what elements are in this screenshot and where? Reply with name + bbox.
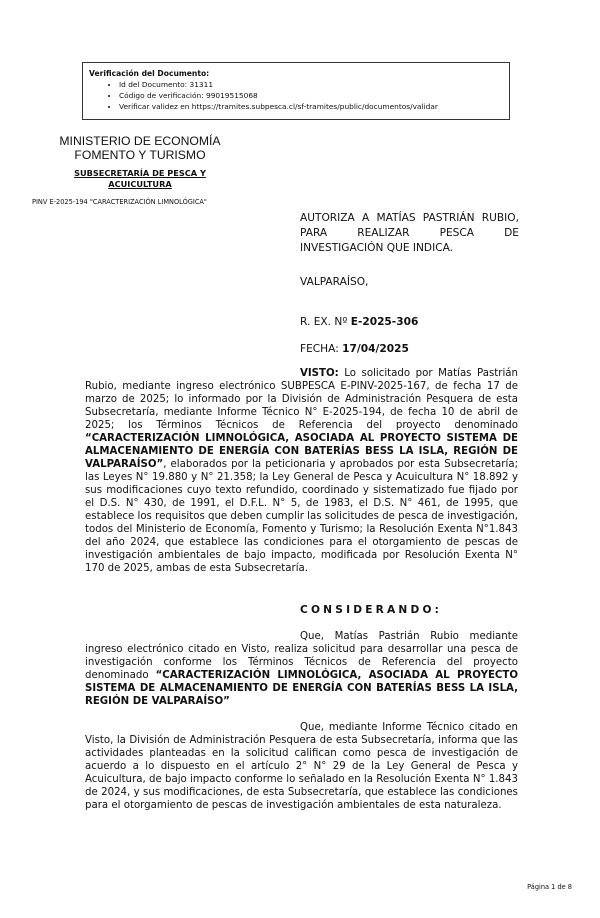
visto-text-2: , elaborados por la peticionaria y aprobados por esta Subsecretaría; las Leyes N° 19.880 y N° 21.358; la Ley General de Pesca y Acuicultura N° 18.892 y sus modificaciones cuyo texto refundido, coordinado y sistematizado fue fijado por el D.S. N° 430, de 1991, el D.F.L. N° 5, de 1983, el D.S. N° 461, de 1995, que establece los requisitos que deben cumplir las solicitudes de pesca de investigación, todos del Ministerio de Economía, Fomento y Turismo; la Resolución Exenta N°1.843 del año 2024, que establece las condiciones para el otorgamiento de pescas de investigación ambientales de bajo impacto, modificada por Resolución Exenta N° 170 de 2025, ambas de esta Subsecretaría.: [85, 459, 518, 574]
considerando-p1-project: “CARACTERIZACIÓN LIMNOLÓGICA, ASOCIADA AL PROYECTO SISTEMA DE ALMACENAMIENTO DE ENERGÍA CON BATERÍAS BESS LA ISLA, REGIÓN DE VALPARAÍSO”: [85, 670, 518, 707]
subsecretaria-line1: SUBSECRETARÍA DE PESCA Y: [74, 168, 206, 178]
visto-label: VISTO:: [300, 368, 339, 379]
ministry-heading: [40, 134, 240, 162]
ministry-line1: MINISTERIO DE ECONOMÍA: [59, 134, 221, 148]
resolution-number-line: [300, 316, 418, 328]
subject-line1: AUTORIZA A MATÍAS PASTRIÁN RUBIO,: [300, 212, 519, 224]
considerando-paragraph-2: [85, 721, 518, 812]
verification-code: • Código de verificación: 99019515068: [119, 90, 509, 101]
subject-line3: INVESTIGACIÓN QUE INDICA.: [300, 242, 454, 254]
subsecretaria-line2: ACUICULTURA: [108, 179, 172, 189]
considerando-p2-text: Que, mediante Informe Técnico citado en Visto, la División de Administración Pesquera de esta Subsecretaría, informa que las actividades planteadas en la solicitud califican como pesca de investigación de acuerdo a lo dispuesto en el artículo 2° N° 29 de la Ley General de Pesca y Acuicultura, de bajo impacto conforme lo señalado en la Resolución Exenta N° 1.843 de 2024, y sus modificaciones, de esta Subsecretaría, que establece las condiciones para el otorgamiento de pescas de investigación ambientales de esta naturaleza.: [85, 722, 518, 811]
page-number: Página 1 de 8: [527, 883, 572, 891]
place: VALPARAÍSO,: [300, 276, 369, 288]
ministry-line2: FOMENTO Y TURISMO: [74, 148, 206, 162]
considerando-paragraph-1: [85, 630, 518, 708]
resolution-subject: [300, 211, 519, 256]
verification-box: [82, 62, 510, 120]
considerando-title: CONSIDERANDO:: [300, 604, 443, 616]
visto-paragraph: [85, 367, 518, 575]
resolution-prefix: R. EX. Nº: [300, 316, 351, 328]
pinv-reference: PINV E-2025-194 "CARACTERIZACIÓN LIMNOLÓGICA": [32, 198, 207, 206]
subject-line2: PARA REALIZAR PESCA DE: [300, 227, 519, 239]
date-value: 17/04/2025: [342, 343, 409, 355]
verification-url[interactable]: • Verificar validez en https://tramites.subpesca.cl/sf-tramites/public/documentos/validar: [119, 101, 509, 112]
resolution-number: E-2025-306: [350, 316, 419, 328]
verification-title: Verificación del Documento:: [89, 69, 210, 78]
date-label: FECHA:: [300, 343, 343, 355]
date-line: [300, 343, 409, 355]
visto-project: “CARACTERIZACIÓN LIMNOLÓGICA, ASOCIADA AL PROYECTO SISTEMA DE ALMACENAMIENTO DE ENERGÍA CON BATERÍAS BESS LA ISLA, REGIÓN DE VALPARAÍSO”: [85, 433, 518, 470]
subsecretaria-heading: [40, 168, 240, 190]
verification-id: • Id del Documento: 31311: [119, 79, 509, 90]
visto-text-1: Lo solicitado por Matías Pastrián Rubio, mediante ingreso electrónico SUBPESCA E-PINV-2025-167, de fecha 17 de marzo de 2025; lo informado por la División de Administración Pesquera de esta Subsecretaría, mediante Informe Técnico N° E-2025-194, de fecha 10 de abril de 2025; los Términos Técnicos de Referencia del proyecto denominado: [85, 368, 518, 431]
verification-list: [89, 79, 509, 112]
considerando-p1-text: Que, Matías Pastrián Rubio mediante ingreso electrónico citado en Visto, realiza solicitud para desarrollar una pesca de investigación conforme los Términos Técnicos de Referencia del proyecto denominado: [85, 631, 518, 681]
